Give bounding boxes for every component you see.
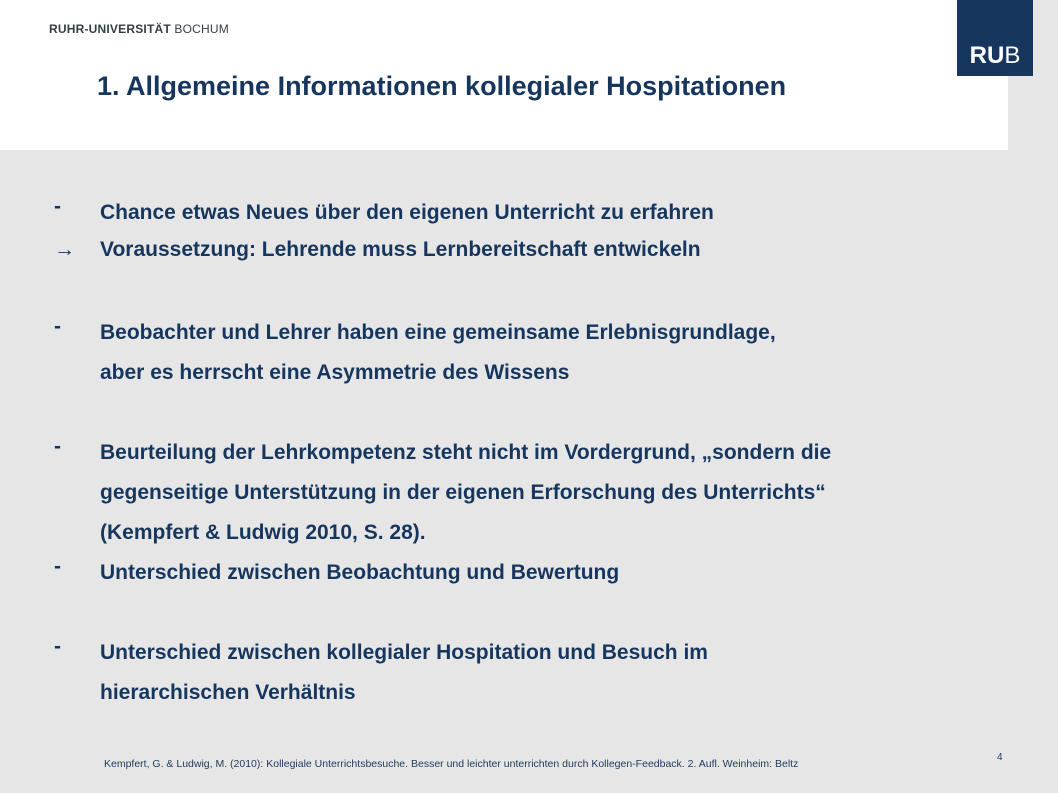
dash-bullet: - xyxy=(54,555,61,578)
slide-content xyxy=(0,150,1058,793)
list-item-line: aber es herrscht eine Asymmetrie des Wissens xyxy=(100,361,570,384)
dash-bullet: - xyxy=(54,435,61,458)
university-name-light: BOCHUM xyxy=(170,22,229,36)
list-item-line: Unterschied zwischen kollegialer Hospitation und Besuch im xyxy=(100,641,708,664)
list-item-line: Beurteilung der Lehrkompetenz steht nicht im Vordergrund, „sondern die xyxy=(100,441,832,464)
list-item-line: Chance etwas Neues über den eigenen Unterricht zu erfahren xyxy=(100,201,714,224)
list-item-line: (Kempfert & Ludwig 2010, S. 28). xyxy=(100,521,426,544)
list-item-line: Voraussetzung: Lehrende muss Lernbereitschaft entwickeln xyxy=(100,238,701,261)
rub-logo xyxy=(957,0,1033,76)
page-number: 4 xyxy=(997,752,1003,763)
dash-bullet: - xyxy=(54,635,61,658)
footer-reference: Kempfert, G. & Ludwig, M. (2010): Kollegiale Unterrichtsbesuche. Besser und leichter unterrichten durch Kollegen-Feedback. 2. Aufl. Weinheim: Beltz xyxy=(104,758,799,770)
dash-bullet: - xyxy=(54,315,61,338)
arrow-right-icon: → xyxy=(54,238,75,261)
list-item-line: Beobachter und Lehrer haben eine gemeinsame Erlebnisgrundlage, xyxy=(100,321,776,344)
slide-header xyxy=(0,0,1008,150)
list-item-line: hierarchischen Verhältnis xyxy=(100,681,356,704)
slide-title: 1. Allgemeine Informationen kollegialer Hospitationen xyxy=(97,71,787,101)
logo-text-bold: RU xyxy=(969,42,1005,69)
logo-text-light: B xyxy=(1004,42,1021,69)
university-name xyxy=(49,22,229,36)
university-name-bold: RUHR-UNIVERSITÄT xyxy=(49,22,171,36)
list-item-line: Unterschied zwischen Beobachtung und Bewertung xyxy=(100,561,620,584)
list-item-line: gegenseitige Unterstützung in der eigenen Erforschung des Unterrichts“ xyxy=(100,481,826,504)
dash-bullet: - xyxy=(54,195,61,218)
